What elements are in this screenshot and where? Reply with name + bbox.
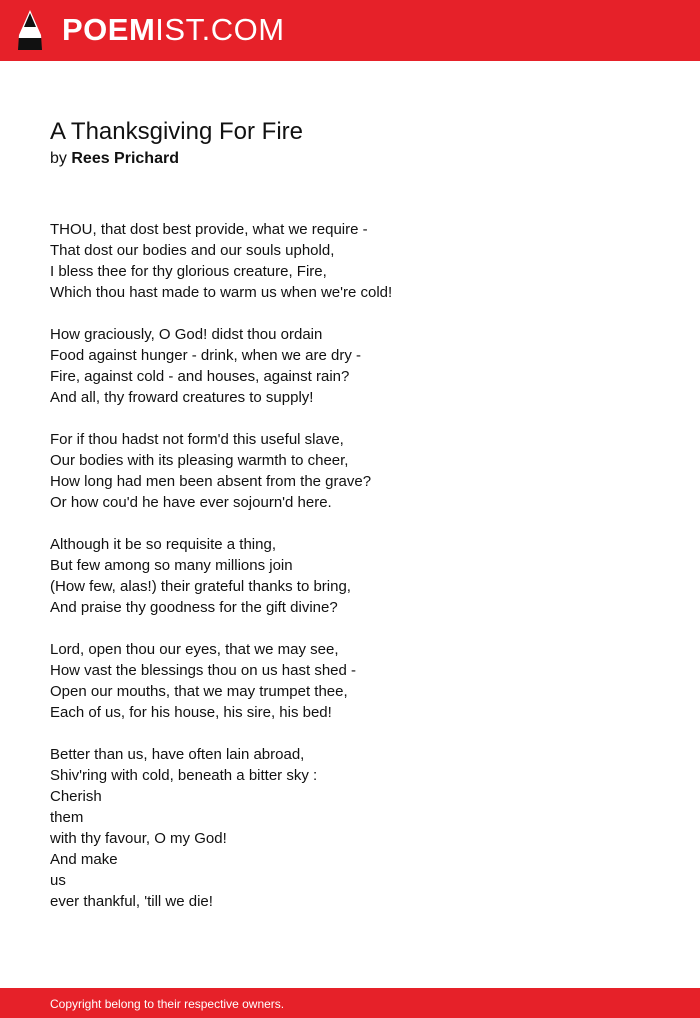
pencil-icon[interactable] xyxy=(17,9,43,51)
poem-line: Each of us, for his house, his sire, his bed! xyxy=(50,704,332,721)
poem-stanza xyxy=(50,534,670,618)
poem-author: Rees Prichard xyxy=(71,150,179,167)
poem-line: I bless thee for thy glorious creature, Fire, xyxy=(50,263,327,280)
poem-line: That dost our bodies and our souls uphold, xyxy=(50,242,335,259)
poem-line: Food against hunger - drink, when we are dry - xyxy=(50,347,361,364)
poem-line: How vast the blessings thou on us hast shed - xyxy=(50,662,357,679)
poem-line: But few among so many millions join xyxy=(50,557,293,574)
poem-line: And make xyxy=(50,851,118,868)
site-logo[interactable] xyxy=(62,12,285,48)
poem-stanza xyxy=(50,429,670,513)
copyright-notice: Copyright belong to their respective owners. xyxy=(50,997,285,1011)
poem-line: Or how cou'd he have ever sojourn'd here. xyxy=(50,494,332,511)
poem-line: THOU, that dost best provide, what we require - xyxy=(50,221,368,238)
site-header xyxy=(0,0,700,61)
poem-stanza xyxy=(50,219,670,303)
poem-line: Which thou hast made to warm us when we're cold! xyxy=(50,284,393,301)
poem-stanza xyxy=(50,639,670,723)
poem-line: Although it be so requisite a thing, xyxy=(50,536,276,553)
poem-title: A Thanksgiving For Fire xyxy=(50,118,303,145)
poem-line: And all, thy froward creatures to supply! xyxy=(50,389,314,406)
poem-body xyxy=(50,219,670,933)
poem-line: them xyxy=(50,809,84,826)
poem-line: How graciously, O God! didst thou ordain xyxy=(50,326,323,343)
poem-line: Better than us, have often lain abroad, xyxy=(50,746,305,763)
poem-line: Cherish xyxy=(50,788,102,805)
poem-line: For if thou hadst not form'd this useful slave, xyxy=(50,431,344,448)
poem-line: And praise thy goodness for the gift divine? xyxy=(50,599,338,616)
logo-bold-text: POEM xyxy=(62,12,156,47)
logo-light-text: IST.COM xyxy=(155,12,285,47)
poem-line: us xyxy=(50,872,66,889)
poem-stanza xyxy=(50,744,670,912)
poem-line: ever thankful, 'till we die! xyxy=(50,893,213,910)
site-footer xyxy=(0,988,700,1018)
poem-line: Shiv'ring with cold, beneath a bitter sky : xyxy=(50,767,318,784)
poem-line: (How few, alas!) their grateful thanks to bring, xyxy=(50,578,351,595)
by-label: by xyxy=(50,150,67,167)
poem-byline xyxy=(50,149,179,169)
poem-line: Our bodies with its pleasing warmth to cheer, xyxy=(50,452,349,469)
poem-line: with thy favour, O my God! xyxy=(50,830,227,847)
poem-line: Fire, against cold - and houses, against rain? xyxy=(50,368,350,385)
poem-line: Open our mouths, that we may trumpet thee, xyxy=(50,683,348,700)
poem-line: Lord, open thou our eyes, that we may see, xyxy=(50,641,339,658)
poem-line: How long had men been absent from the grave? xyxy=(50,473,372,490)
poem-stanza xyxy=(50,324,670,408)
